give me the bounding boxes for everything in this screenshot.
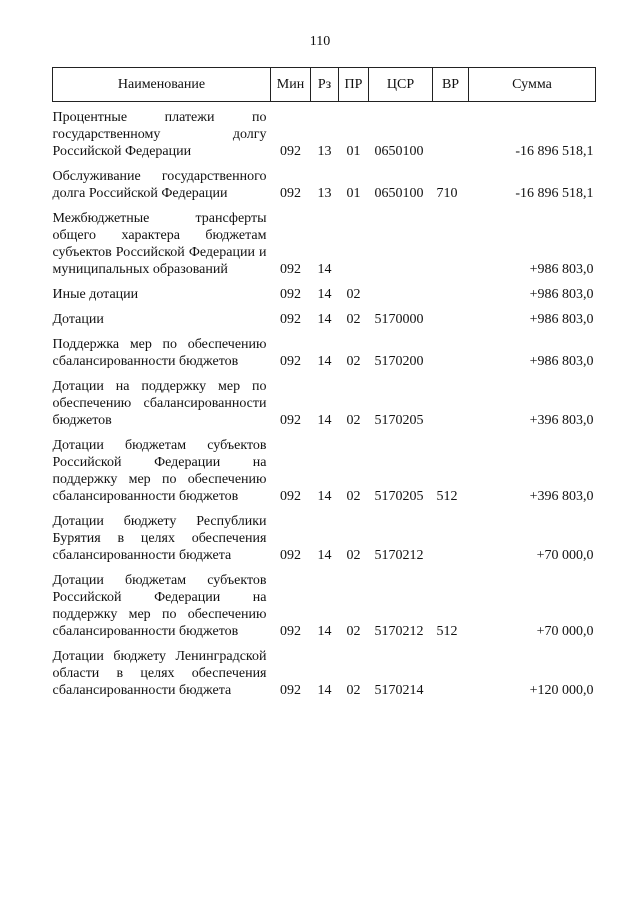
- header-rz: Рз: [311, 68, 339, 102]
- row-vr: [433, 371, 469, 430]
- row-name-text: Межбюджетные трансферты общего характера бюджетам субъектов Российской Федерации и муниципальных образований: [52, 211, 267, 277]
- row-vr: 710: [436, 186, 458, 201]
- row-name: [53, 430, 271, 506]
- row-sum: +396 803,0: [529, 489, 594, 504]
- row-rz: 14: [317, 683, 332, 698]
- row-pr: 01: [346, 186, 361, 201]
- row-sum: +396 803,0: [529, 413, 594, 428]
- budget-table: [52, 67, 596, 700]
- row-csr: [369, 279, 433, 304]
- row-csr: 5170205: [374, 489, 424, 504]
- row-sum: +70 000,0: [536, 624, 594, 639]
- row-min: 092: [280, 413, 301, 428]
- row-rz: 14: [317, 413, 332, 428]
- row-sum: +70 000,0: [536, 548, 594, 563]
- row-rz: 14: [317, 287, 332, 302]
- row-name-text: Процентные платежи по государственному долгу Российской Федерации: [52, 110, 267, 159]
- row-vr: [433, 304, 469, 329]
- row-min: 092: [280, 548, 301, 563]
- row-sum: -16 896 518,1: [515, 186, 594, 201]
- row-rz: 14: [317, 354, 332, 369]
- header-pr: ПР: [339, 68, 369, 102]
- header-sum: Сумма: [469, 68, 596, 102]
- row-sum: -16 896 518,1: [515, 144, 594, 159]
- row-vr: [433, 506, 469, 565]
- row-pr: 01: [346, 144, 361, 159]
- header-csr: ЦСР: [369, 68, 433, 102]
- row-pr: [339, 203, 369, 279]
- row-min: 092: [280, 489, 301, 504]
- row-name-text: Дотации бюджетам субъектов Российской Федерации на поддержку мер по обеспечению сбалансированности бюджетов: [52, 573, 267, 639]
- row-vr: [433, 641, 469, 700]
- row-name: [53, 161, 271, 203]
- row-csr: 5170212: [374, 548, 424, 563]
- row-name: [53, 565, 271, 641]
- row-csr: 0650100: [374, 186, 424, 201]
- row-pr: 02: [346, 548, 361, 563]
- row-name: [53, 203, 271, 279]
- row-name-text: Дотации бюджету Республики Бурятия в целях обеспечения сбалансированности бюджета: [52, 514, 267, 563]
- row-csr: [369, 203, 433, 279]
- row-min: 092: [280, 144, 301, 159]
- row-vr: 512: [436, 624, 458, 639]
- row-min: 092: [280, 354, 301, 369]
- row-min: 092: [280, 287, 301, 302]
- row-name-text: Иные дотации: [52, 287, 139, 302]
- row-rz: 14: [317, 312, 332, 327]
- table-row: [53, 506, 596, 565]
- row-min: 092: [280, 262, 301, 277]
- row-csr: 5170205: [374, 413, 424, 428]
- row-rz: 14: [317, 262, 332, 277]
- row-pr: 02: [346, 354, 361, 369]
- table-body: [53, 102, 596, 701]
- row-name: [53, 506, 271, 565]
- row-pr: 02: [346, 287, 361, 302]
- row-rz: 13: [317, 144, 332, 159]
- row-name-text: Дотации бюджетам субъектов Российской Федерации на поддержку мер по обеспечению сбалансированности бюджетов: [52, 438, 267, 504]
- table-row: [53, 102, 596, 162]
- table-row: [53, 565, 596, 641]
- table-row: [53, 371, 596, 430]
- row-pr: 02: [346, 312, 361, 327]
- row-sum: +986 803,0: [529, 262, 594, 277]
- header-name: Наименование: [53, 68, 271, 102]
- row-pr: 02: [346, 489, 361, 504]
- row-pr: 02: [346, 624, 361, 639]
- header-vr: ВР: [433, 68, 469, 102]
- row-csr: 5170000: [374, 312, 424, 327]
- row-sum: +986 803,0: [529, 287, 594, 302]
- page-number: 110: [309, 34, 331, 49]
- row-vr: 512: [436, 489, 458, 504]
- row-name-text: Поддержка мер по обеспечению сбалансированности бюджетов: [52, 337, 267, 369]
- row-vr: [433, 102, 469, 162]
- row-pr: 02: [346, 683, 361, 698]
- table-header: [53, 68, 596, 102]
- row-name: [53, 329, 271, 371]
- row-vr: [433, 279, 469, 304]
- row-name-text: Дотации: [52, 312, 104, 327]
- row-name-text: Дотации бюджету Ленинградской области в целях обеспечения сбалансированности бюджета: [52, 649, 267, 698]
- row-csr: 0650100: [374, 144, 424, 159]
- row-csr: 5170214: [374, 683, 424, 698]
- row-min: 092: [280, 312, 301, 327]
- table-row: [53, 430, 596, 506]
- row-rz: 13: [317, 186, 332, 201]
- row-name: [53, 304, 271, 329]
- row-name-text: Дотации на поддержку мер по обеспечению сбалансированности бюджетов: [52, 379, 267, 428]
- row-rz: 14: [317, 548, 332, 563]
- row-vr: [433, 329, 469, 371]
- row-sum: +986 803,0: [529, 354, 594, 369]
- row-name: [53, 371, 271, 430]
- row-name: [53, 641, 271, 700]
- row-csr: 5170212: [374, 624, 424, 639]
- row-name: [53, 279, 271, 304]
- row-min: 092: [280, 683, 301, 698]
- table-row: [53, 304, 596, 329]
- row-rz: 14: [317, 489, 332, 504]
- row-csr: 5170200: [374, 354, 424, 369]
- table-row: [53, 641, 596, 700]
- table-row: [53, 161, 596, 203]
- table-row: [53, 279, 596, 304]
- row-pr: 02: [346, 413, 361, 428]
- row-name: [53, 102, 271, 162]
- table-row: [53, 329, 596, 371]
- row-sum: +986 803,0: [529, 312, 594, 327]
- row-sum: +120 000,0: [529, 683, 594, 698]
- row-min: 092: [280, 624, 301, 639]
- row-min: 092: [280, 186, 301, 201]
- row-name-text: Обслуживание государственного долга Российской Федерации: [52, 169, 267, 201]
- row-vr: [433, 203, 469, 279]
- header-min: Мин: [271, 68, 311, 102]
- row-rz: 14: [317, 624, 332, 639]
- table-row: [53, 203, 596, 279]
